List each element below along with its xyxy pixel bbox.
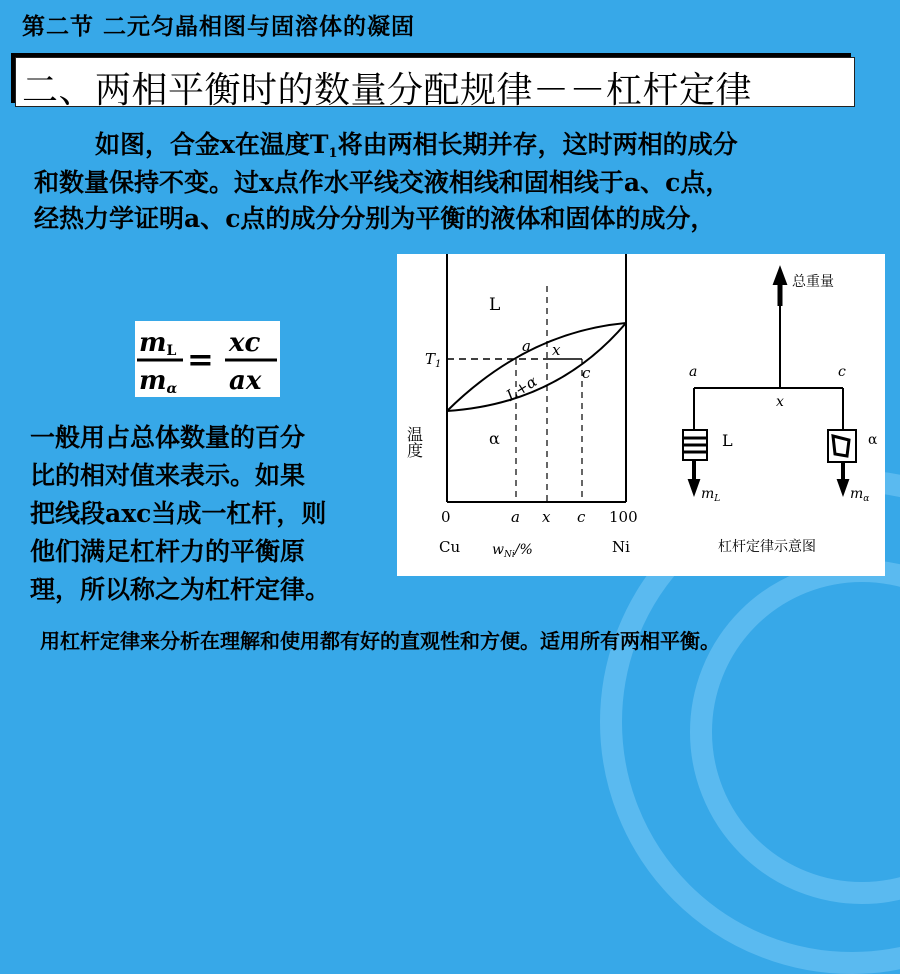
formula-denominator-right: ax [229, 366, 262, 396]
lever-diagram-labels [689, 274, 878, 555]
tick-100: 100 [609, 508, 638, 526]
solidus-line [447, 323, 626, 411]
formula-equals: = [187, 340, 214, 378]
explanation-line: 比的相对值来表示。如果 [30, 461, 306, 490]
explanation-text [30, 419, 330, 609]
lever-formula [135, 321, 280, 397]
lever-diagram-caption: 杠杆定律示意图 [718, 539, 816, 555]
region-liquid-label: L [489, 295, 501, 315]
formula-denominator-left: mα [139, 366, 178, 397]
intro-line-2: 和数量保持不变。过x点作水平线交液相线和固相线于a、c点， [34, 168, 731, 197]
lever-point-x-label: x [776, 394, 784, 410]
x-axis-label: $w_{Ni}/\%$ [492, 542, 533, 560]
slide-title: 二、两相平衡时的数量分配规律－－杠杆定律 [22, 70, 753, 111]
explanation-line: 他们满足杠杆力的平衡原 [30, 537, 306, 566]
lever-point-a-label: a [689, 364, 698, 380]
solid-weight-grain [833, 436, 849, 456]
diagram-panel [397, 254, 885, 576]
section-label: 第二节 二元匀晶相图与固溶体的凝固 [22, 13, 416, 40]
intro-line-1-post: 将由两相长期并存，这时两相的成分 [337, 130, 738, 159]
temperature-label: $T_1$ [425, 350, 442, 370]
formula-numerator-right: xc [229, 328, 261, 358]
region-solid-label: α [489, 429, 500, 448]
diagram-svg [397, 254, 885, 576]
formula-numerator-left: mL [139, 328, 177, 359]
mass-solid-label: $m_\alpha$ [850, 486, 870, 504]
intro-line-1-sub: 1 [328, 146, 338, 161]
explanation-line: 把线段axc当成一杠杆，则 [30, 499, 327, 528]
phase-diagram [447, 254, 626, 502]
liquid-down-arrow-head [689, 480, 699, 494]
lever-liquid-label: L [722, 431, 733, 450]
y-axis-label: 温度 [404, 426, 424, 458]
tick-0: 0 [441, 508, 451, 526]
lever-formula-svg [135, 321, 280, 397]
solid-down-arrow-head [838, 480, 848, 494]
intro-line-1-pre: 如图，合金x在温度T [95, 130, 329, 159]
explanation-line: 一般用占总体数量的百分 [30, 423, 306, 452]
lever-up-arrow-head [774, 268, 786, 284]
lever-diagram [683, 268, 856, 494]
title-box [15, 57, 855, 111]
element-right-label: Ni [612, 538, 630, 556]
lever-solid-label: α [868, 432, 878, 448]
tick-c: c [577, 508, 586, 526]
liquidus-line [447, 323, 626, 411]
mass-liquid-label: $m_L$ [701, 486, 721, 504]
conclusion-text: 用杠杆定律来分析在理解和使用都有好的直观性和方便。适用所有两相平衡。 [40, 629, 720, 653]
region-two-phase-label: L+α [503, 372, 541, 405]
explanation-line: 理，所以称之为杠杆定律。 [30, 575, 331, 604]
tick-a: a [511, 508, 520, 526]
element-left-label: Cu [439, 538, 461, 556]
point-x-label: x [552, 341, 561, 359]
total-weight-label: 总重量 [792, 274, 834, 290]
intro-line-3: 经热力学证明a、c点的成分分别为平衡的液体和固体的成分， [34, 204, 716, 233]
phase-diagram-labels [405, 295, 638, 560]
tick-x: x [542, 508, 551, 526]
point-c-label: c [582, 364, 591, 382]
lever-point-c-label: c [838, 364, 846, 380]
point-a-label: a [522, 337, 531, 355]
